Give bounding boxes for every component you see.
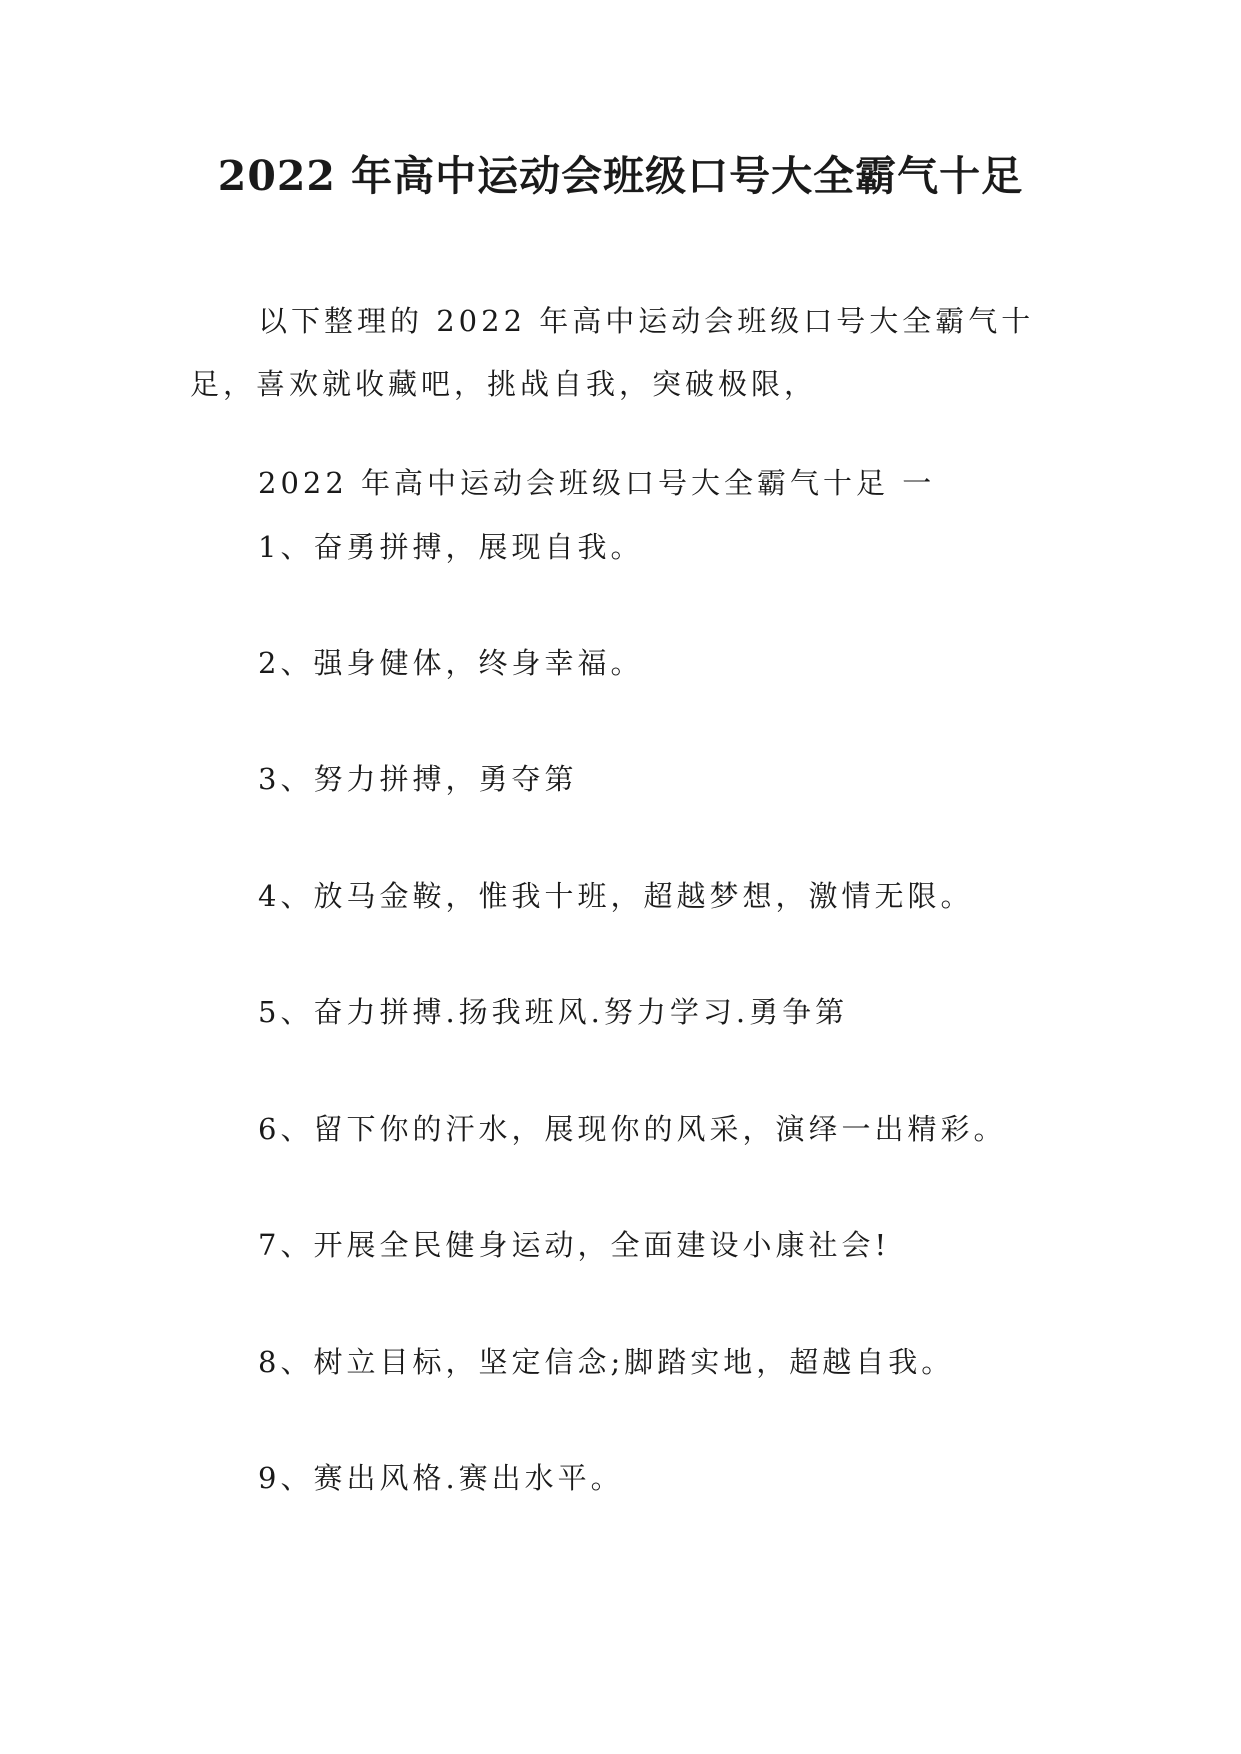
document-title: 2022 年高中运动会班级口号大全霸气十足	[217, 152, 1024, 200]
intro-paragraph: 以下整理的 2022 年高中运动会班级口号大全霸气十足，喜欢就收藏吧，挑战自我，突破极限，	[190, 304, 1035, 401]
slogan-item: 2、强身健体，终身幸福。	[258, 646, 644, 680]
slogan-item: 9、赛出风格.赛出水平。	[258, 1461, 624, 1495]
slogan-item: 5、奋力拼搏.扬我班风.努力学习.勇争第	[258, 995, 849, 1029]
section-heading: 2022 年高中运动会班级口号大全霸气十足 一	[258, 466, 936, 500]
slogan-item: 7、开展全民健身运动，全面建设小康社会!	[258, 1228, 891, 1262]
slogan-item: 8、树立目标，坚定信念;脚踏实地，超越自我。	[258, 1345, 955, 1379]
slogan-item: 1、奋勇拼搏，展现自我。	[258, 530, 644, 564]
slogan-item: 3、努力拼搏，勇夺第	[258, 762, 578, 796]
slogan-item: 6、留下你的汗水，展现你的风采，演绎一出精彩。	[258, 1112, 1007, 1146]
slogan-item: 4、放马金鞍，惟我十班，超越梦想，激情无限。	[258, 879, 974, 913]
